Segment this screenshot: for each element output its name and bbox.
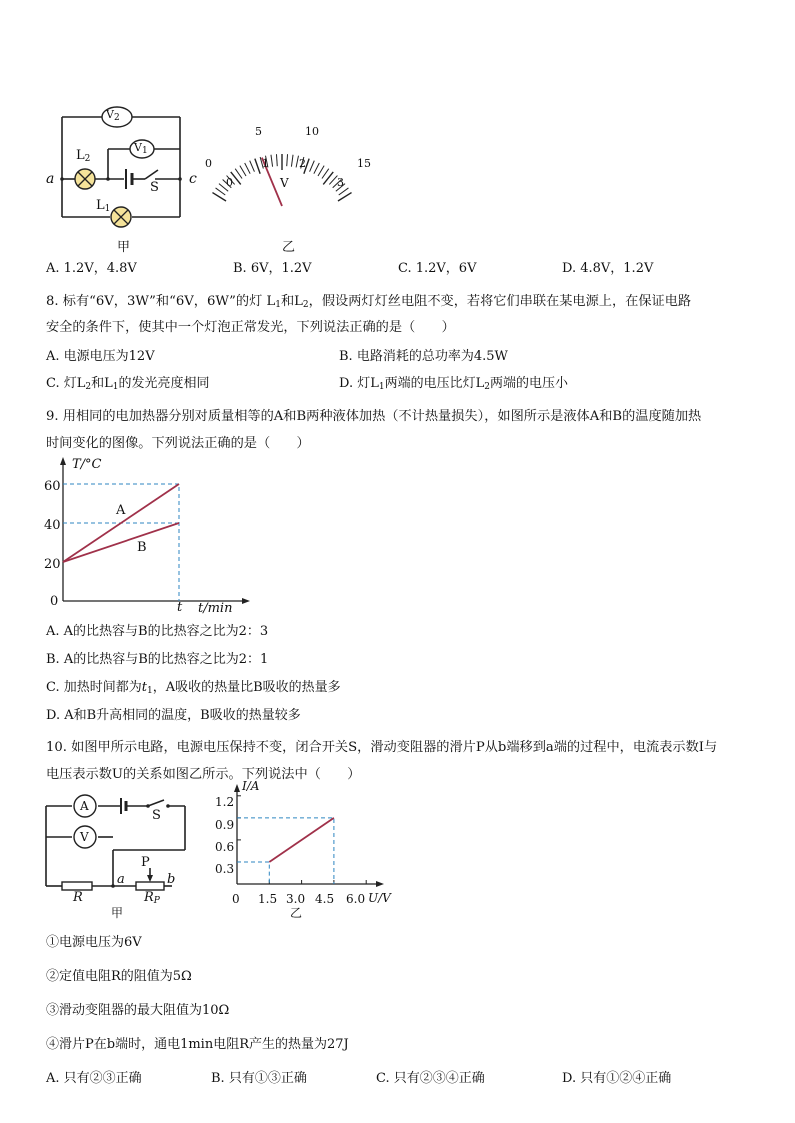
dial-tick	[271, 155, 273, 167]
q10-ylabel: I/A	[242, 779, 260, 793]
q7-l2-label: $L_2$	[76, 148, 91, 164]
q9-ytick: 0	[50, 594, 59, 609]
q7-voltmeter-dial	[196, 118, 376, 228]
q9-ytick: 40	[44, 518, 61, 533]
q9-ytick: 60	[44, 479, 61, 494]
q8-stem-line1: 8. 标有“6V，3W”和“6V，6W”的灯 $L_1$和$L_2$，假设两灯灯丝电阻不变，若将它们串联在某电源上，在保证电路	[46, 294, 692, 310]
q7-v1-label: $V_1$	[134, 141, 148, 156]
q10-voltmeter-label: V	[80, 830, 89, 844]
q7-v2-label: $V_2$	[106, 108, 120, 123]
q8-option-d[interactable]: D. 灯$L_1$两端的电压比灯$L_2$两端的电压小	[339, 376, 568, 392]
dial-tick-label: 2	[299, 157, 306, 170]
q10-xtick: 0	[232, 892, 240, 906]
dial-tick-label: 5	[255, 125, 262, 138]
dial-tick-label: 0	[226, 176, 233, 189]
q10-xtick: 4.5	[315, 892, 335, 906]
q9-option-b[interactable]: B. A的比热容与B的比热容之比为2：1	[46, 652, 269, 667]
dial-tick-label: 3	[337, 176, 344, 189]
q9-option-c[interactable]: C. 加热时间都为$t_1$，A吸收的热量比B吸收的热量多	[46, 680, 341, 696]
q9-xlabel: t/min	[198, 601, 233, 616]
q7-option-c[interactable]: C. 1.2V，6V	[398, 261, 477, 276]
q10-caption-jia: 甲	[111, 906, 124, 920]
q10-end-b: b	[167, 872, 176, 887]
q10-xtick: 1.5	[258, 892, 278, 906]
q10-circuit-jia	[40, 790, 200, 910]
q10-slider-label: P	[141, 855, 150, 870]
dial-tick-label: 10	[305, 125, 319, 138]
q10-resistor-rp-label: $R_P$	[144, 890, 160, 906]
q10-statement-4: ④滑片P在b端时，通电1min电阻R产生的热量为27J	[46, 1037, 349, 1052]
q10-ytick: 0.9	[215, 818, 235, 832]
q8-stem-line2: 安全的条件下，使其中一个灯泡正常发光，下列说法正确的是（ ）	[46, 320, 455, 335]
q9-option-a[interactable]: A. A的比热容与B的比热容之比为2：3	[46, 624, 269, 639]
dial-tick	[339, 188, 349, 195]
dial-unit: V	[280, 176, 289, 190]
q10-iu-chart	[230, 782, 400, 897]
dial-tick	[240, 166, 246, 176]
dial-tick-label: 1	[262, 157, 269, 170]
q10-statement-3: ③滑动变阻器的最大阻值为10Ω	[46, 1003, 230, 1018]
dial-tick-label: 0	[205, 157, 212, 170]
q8-option-a[interactable]: A. 电源电压为12V	[46, 349, 155, 364]
q8-option-b[interactable]: B. 电路消耗的总功率为4.5W	[339, 349, 508, 364]
q10-ytick: 1.2	[215, 795, 235, 809]
q7-node-c: c	[189, 171, 197, 187]
q7-switch-label: S	[150, 180, 159, 195]
q9-ytick: 20	[44, 557, 61, 572]
q9-temperature-chart	[40, 455, 260, 615]
q10-option-d[interactable]: D. 只有①②④正确	[562, 1071, 672, 1086]
q7-option-b[interactable]: B. 6V，1.2V	[233, 261, 312, 276]
q9-series-label-b: B	[137, 540, 147, 555]
q9-ylabel: T/°C	[72, 457, 102, 472]
dial-tick	[318, 166, 324, 176]
q9-option-d[interactable]: D. A和B升高相同的温度，B吸收的热量较多	[46, 708, 301, 723]
q10-statement-1: ①电源电压为6V	[46, 935, 142, 950]
q10-resistor-r-label: R	[73, 890, 83, 905]
series-line	[269, 818, 334, 862]
q10-ytick: 0.3	[215, 862, 235, 876]
q10-ytick: 0.6	[215, 840, 235, 854]
q10-option-c[interactable]: C. 只有②③④正确	[376, 1071, 485, 1086]
dial-tick	[314, 163, 319, 174]
q10-stem-line2: 电压表示数U的关系如图乙所示。下列说法中（ ）	[46, 767, 361, 782]
q10-xtick: 3.0	[286, 892, 306, 906]
q9-stem-line1: 9. 用相同的电加热器分别对质量相等的A和B两种液体加热（不计热量损失），如图所示是液体A和B的温度随加热	[46, 409, 702, 424]
q10-xtick: 6.0	[346, 892, 366, 906]
dial-tick	[250, 161, 255, 172]
dial-tick	[235, 169, 242, 179]
dial-tick	[255, 159, 260, 174]
dial-tick	[216, 188, 226, 195]
dial-tick	[287, 154, 288, 166]
dial-tick	[310, 161, 315, 172]
q10-option-a[interactable]: A. 只有②③正确	[46, 1071, 142, 1086]
q9-stem-line2: 时间变化的图像。下列说法正确的是（ ）	[46, 436, 310, 451]
q10-ammeter-label: A	[80, 799, 89, 813]
q9-series-label-a: A	[116, 503, 126, 518]
series-line-b	[63, 523, 179, 562]
q7-option-d[interactable]: D. 4.8V，1.2V	[562, 261, 654, 276]
guide-line	[237, 862, 269, 884]
dial-tick-label: 15	[357, 157, 371, 170]
dial-tick	[291, 155, 293, 167]
q8-option-c[interactable]: C. 灯$L_2$和$L_1$的发光亮度相同	[46, 376, 210, 392]
q10-end-a: a	[117, 872, 125, 887]
dial-tick	[322, 169, 329, 179]
q7-option-a[interactable]: A. 1.2V，4.8V	[46, 261, 137, 276]
q7-caption-jia: 甲	[117, 240, 131, 255]
q9-xtick: t	[177, 600, 183, 615]
q10-statement-2: ②定值电阻R的阻值为5Ω	[46, 969, 192, 984]
q10-caption-yi: 乙	[290, 906, 303, 920]
q7-caption-yi: 乙	[282, 240, 296, 255]
q10-xlabel: U/V	[368, 891, 391, 905]
dial-tick	[245, 163, 250, 174]
q7-node-a: a	[46, 171, 55, 187]
dial-tick	[276, 154, 277, 166]
q10-stem-line1: 10. 如图甲所示电路，电源电压保持不变，闭合开关S，滑动变阻器的滑片P从b端移到a端的过程中，电流表示数I与	[46, 740, 718, 755]
q10-option-b[interactable]: B. 只有①③正确	[211, 1071, 307, 1086]
q10-switch-label: S	[152, 808, 161, 823]
q7-l1-label: $L_1$	[96, 198, 111, 214]
